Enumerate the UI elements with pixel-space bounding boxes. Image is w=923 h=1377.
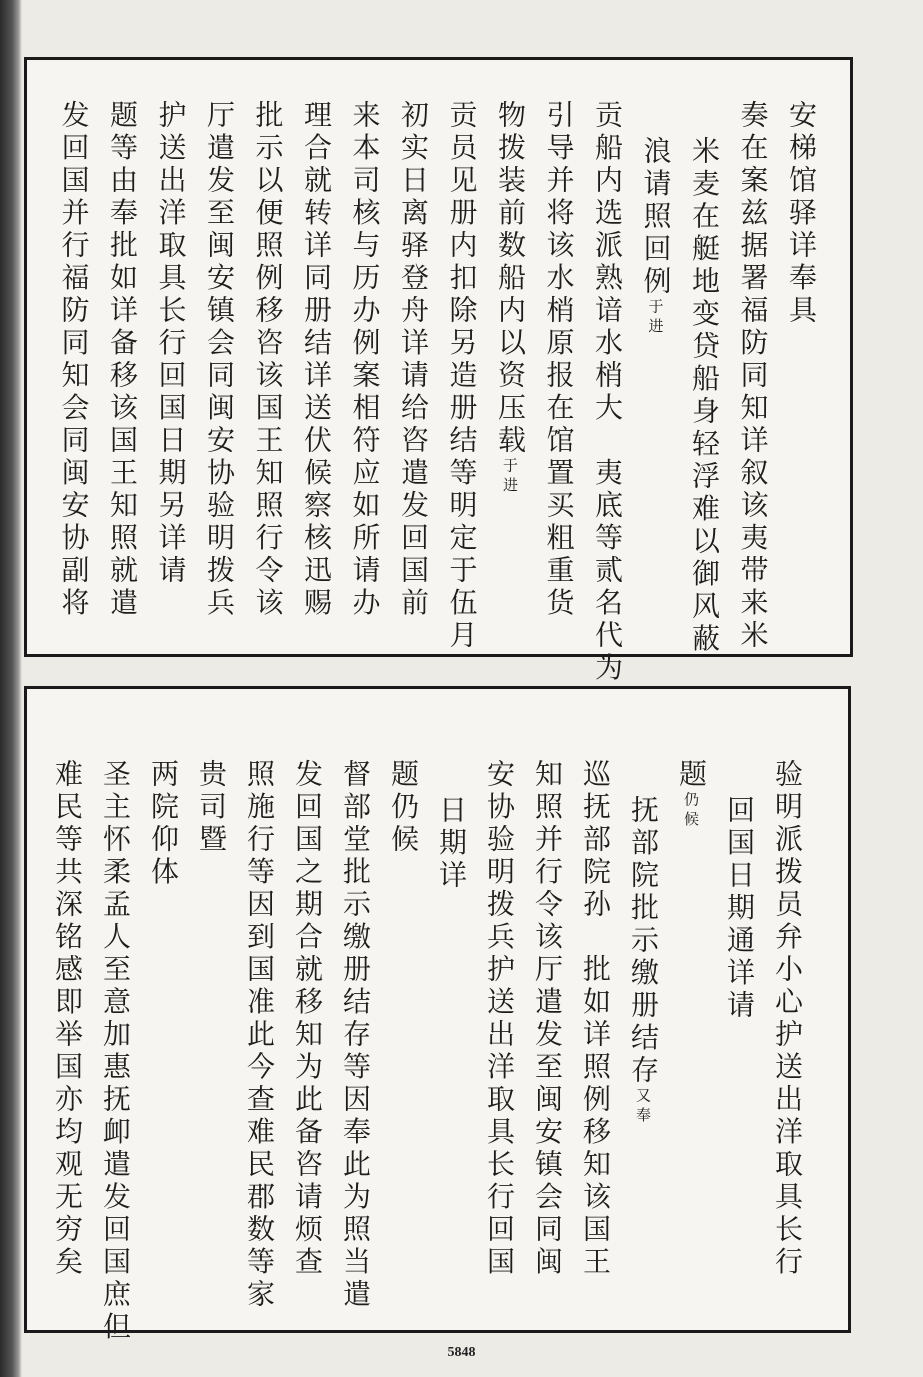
- column-text: 批示以便照例移咨该国王知照行令该: [251, 100, 285, 620]
- column-text: 贡船内选派熟谙水梢大 夷底等贰名代为: [591, 100, 624, 685]
- column-text: 奏在案兹据署福防同知详叙该夷带来米: [736, 100, 770, 653]
- column-note: 于进: [501, 457, 519, 497]
- column-text: 米麦在艇地变贷船身轻浮难以御风蔽: [688, 136, 721, 656]
- text-column: [785, 100, 818, 328]
- bottom-text-columns: [27, 689, 848, 1344]
- book-binding-gutter: [0, 0, 22, 1377]
- column-text: 初实日离驿登舟详请给咨遣发回国前: [397, 100, 430, 620]
- text-column: [387, 759, 420, 857]
- column-text: 来本司核与历办例案相符应如所请办: [348, 100, 382, 620]
- column-text: 题等由奉批如详备移该国王知照就遣: [106, 100, 139, 620]
- text-column: [688, 136, 721, 656]
- page-number: 5848: [447, 1345, 476, 1360]
- column-text: 题: [675, 759, 708, 792]
- text-column: [627, 795, 660, 1127]
- column-text: 巡抚部院孙 批如详照例移知该国王: [579, 759, 612, 1279]
- text-column: [675, 759, 708, 831]
- column-text: 知照并行令该厅遣发至闽安镇会同闽: [531, 759, 564, 1279]
- text-column: [291, 759, 324, 1279]
- text-column: [51, 759, 84, 1279]
- column-text: 题仍候: [387, 759, 420, 857]
- text-column: [771, 759, 804, 1279]
- text-column: [251, 100, 285, 620]
- bottom-manuscript-panel: [24, 686, 851, 1344]
- column-text: 理合就转详同册结详送伏候察核迅赐: [300, 100, 333, 620]
- text-column: [542, 100, 576, 620]
- text-column: [639, 136, 673, 338]
- column-text: 厅遣发至闽安镇会同闽安协验明拨兵: [203, 100, 236, 620]
- top-text-columns: [27, 60, 850, 685]
- text-column: [195, 759, 228, 857]
- text-column: [147, 759, 180, 889]
- column-note: 仍候: [682, 791, 700, 831]
- column-text: 难民等共深铭感即举国亦均观无穷矣: [51, 759, 84, 1279]
- text-column: [99, 759, 132, 1344]
- text-column: [483, 759, 516, 1279]
- column-text: 回国日期通详请: [723, 795, 756, 1023]
- text-column: [736, 100, 770, 653]
- text-column: [154, 100, 188, 588]
- text-column: [591, 100, 624, 685]
- text-column: [339, 759, 372, 1312]
- column-text: 贵司暨: [195, 759, 228, 857]
- column-text: 照施行等因到国准此今查难民郡数等家: [243, 759, 276, 1312]
- column-text: 物拨装前数船内以资压载: [494, 100, 527, 458]
- column-text: 圣主怀柔孟人至意加惠抚卹遣发回国庶但: [99, 759, 132, 1344]
- text-column: [723, 795, 756, 1023]
- column-text: 安梯馆驿详奉具: [785, 100, 818, 328]
- text-column: [203, 100, 236, 620]
- text-column: [445, 100, 479, 653]
- column-note: 于进: [646, 298, 665, 338]
- top-manuscript-panel: [24, 57, 853, 685]
- column-text: 护送出洋取具长行回国日期另详请: [154, 100, 188, 588]
- column-text: 引导并将该水梢原报在馆置买粗重货: [542, 100, 576, 620]
- column-text: 安协验明拨兵护送出洋取具长行回国: [483, 759, 516, 1279]
- column-text: 督部堂批示缴册结存等因奉此为照当遣: [339, 759, 372, 1312]
- column-text: 发回国之期合就移知为此备咨请烦查: [291, 759, 324, 1279]
- text-column: [435, 795, 468, 893]
- column-text: 贡员见册内扣除另造册结等明定于伍月: [445, 100, 479, 653]
- column-text: 日期详: [435, 795, 468, 893]
- text-column: [106, 100, 139, 620]
- text-column: [397, 100, 430, 620]
- column-text: 浪请照回例: [639, 136, 673, 299]
- column-text: 抚部院批示缴册结存: [627, 795, 660, 1088]
- column-text: 验明派拨员弁小心护送出洋取具长行: [771, 759, 804, 1279]
- text-column: [243, 759, 276, 1312]
- text-column: [348, 100, 382, 620]
- text-column: [57, 100, 91, 620]
- text-column: [579, 759, 612, 1279]
- text-column: [494, 100, 527, 497]
- text-column: [531, 759, 564, 1279]
- column-text: 两院仰体: [147, 759, 180, 889]
- text-column: [300, 100, 333, 620]
- column-note: 又奉: [634, 1087, 652, 1127]
- column-text: 发回国并行福防同知会同闽安协副将: [57, 100, 91, 620]
